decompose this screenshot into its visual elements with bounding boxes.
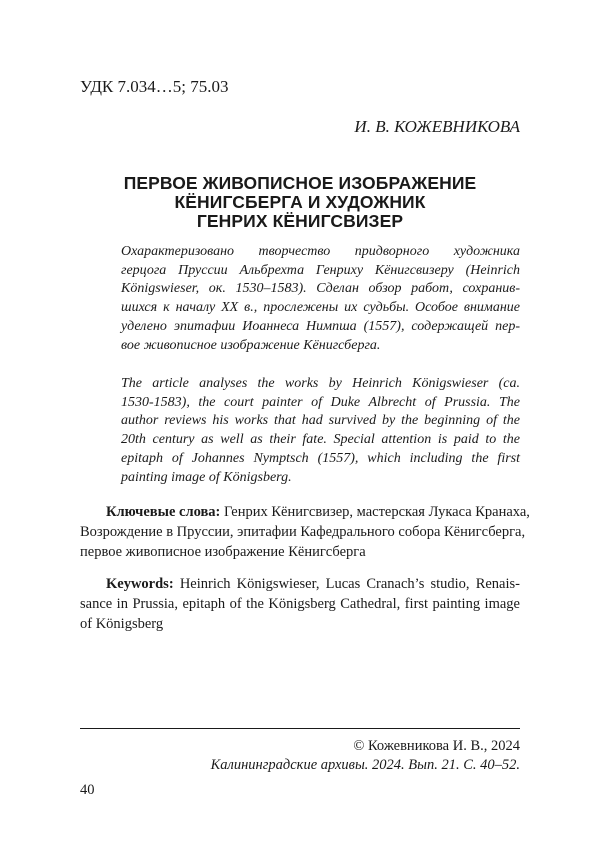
abstract-en-line: The article analyses the works by Heinrich Königswieser (ca. (121, 376, 520, 391)
keywords-en-text: Heinrich Königswieser, Lucas Cranach’s studio, Renais- (173, 576, 520, 592)
copyright-notice: © Кожевникова И. В., 2024 (353, 738, 520, 754)
udk-code: УДК 7.034…5; 75.03 (80, 77, 229, 96)
abstract-ru-line: уделено эпитафии Иоаннеса Нимпша (1557), содержащей пер- (121, 318, 520, 334)
title-line-2: КЁНИГСБЕРГА И ХУДОЖНИК (174, 192, 426, 212)
keywords-ru-text: Генрих Кёнигсвизер, мастерская Лукаса Кранаха, (220, 504, 530, 520)
abstract-ru-line: герцога Пруссии Альбрехта Генриху Кёнигсвизеру (Heinrich (121, 262, 520, 278)
keywords-ru-label: Ключевые слова: (106, 504, 221, 520)
keywords-ru-line (80, 503, 530, 523)
keywords-english (80, 575, 520, 634)
keywords-en-label: Keywords: (106, 576, 174, 592)
abstract-en-line: author reviews his works that had survived by the beginning of the (121, 413, 520, 429)
abstract-en-line: epitaph of Johannes Nymptsch (1557), which including the first (121, 450, 520, 466)
title-line-3: ГЕНРИХ КЁНИГСВИЗЕР (196, 211, 404, 231)
abstract-en-line: 20th century as well as their fate. Special attention is paid to the (121, 432, 520, 448)
abstract-ru-line: Königswieser, ок. 1530–1583). Сделан обзор работ, сохранив- (121, 281, 520, 297)
abstract-ru-line: шихся к началу XX в., прослежены их судьбы. Особое внимание (121, 300, 520, 316)
keywords-russian (80, 503, 530, 562)
title-line-1: ПЕРВОЕ ЖИВОПИСНОЕ ИЗОБРАЖЕНИЕ (123, 173, 477, 193)
abstract-russian (121, 243, 520, 355)
article-title (80, 174, 520, 231)
abstract-ru-line: Охарактеризовано творчество придворного художника (121, 244, 520, 259)
abstract-en-line: 1530-1583), the court painter of Duke Albrecht of Prussia. The (121, 394, 520, 410)
keywords-en-line: sance in Prussia, epitaph of the Königsberg Cathedral, first painting image (80, 595, 520, 612)
abstract-ru-line: вое живописное изображение Кёнигсберга. (121, 337, 381, 353)
footer-divider (80, 728, 520, 729)
keywords-ru-line: Возрождение в Пруссии, эпитафии Кафедрального собора Кёнигсберга, (80, 523, 526, 540)
abstract-en-line: painting image of Königsberg. (121, 469, 292, 485)
keywords-ru-line: первое живописное изображение Кёнигсберга (80, 543, 366, 560)
keywords-en-line (80, 575, 520, 595)
keywords-en-line: of Königsberg (80, 615, 164, 632)
citation: Калининградские архивы. 2024. Вып. 21. С. 40–52. (210, 757, 520, 773)
page-number: 40 (80, 782, 95, 798)
author-name: И. В. КОЖЕВНИКОВА (354, 117, 520, 136)
abstract-english (121, 375, 520, 487)
